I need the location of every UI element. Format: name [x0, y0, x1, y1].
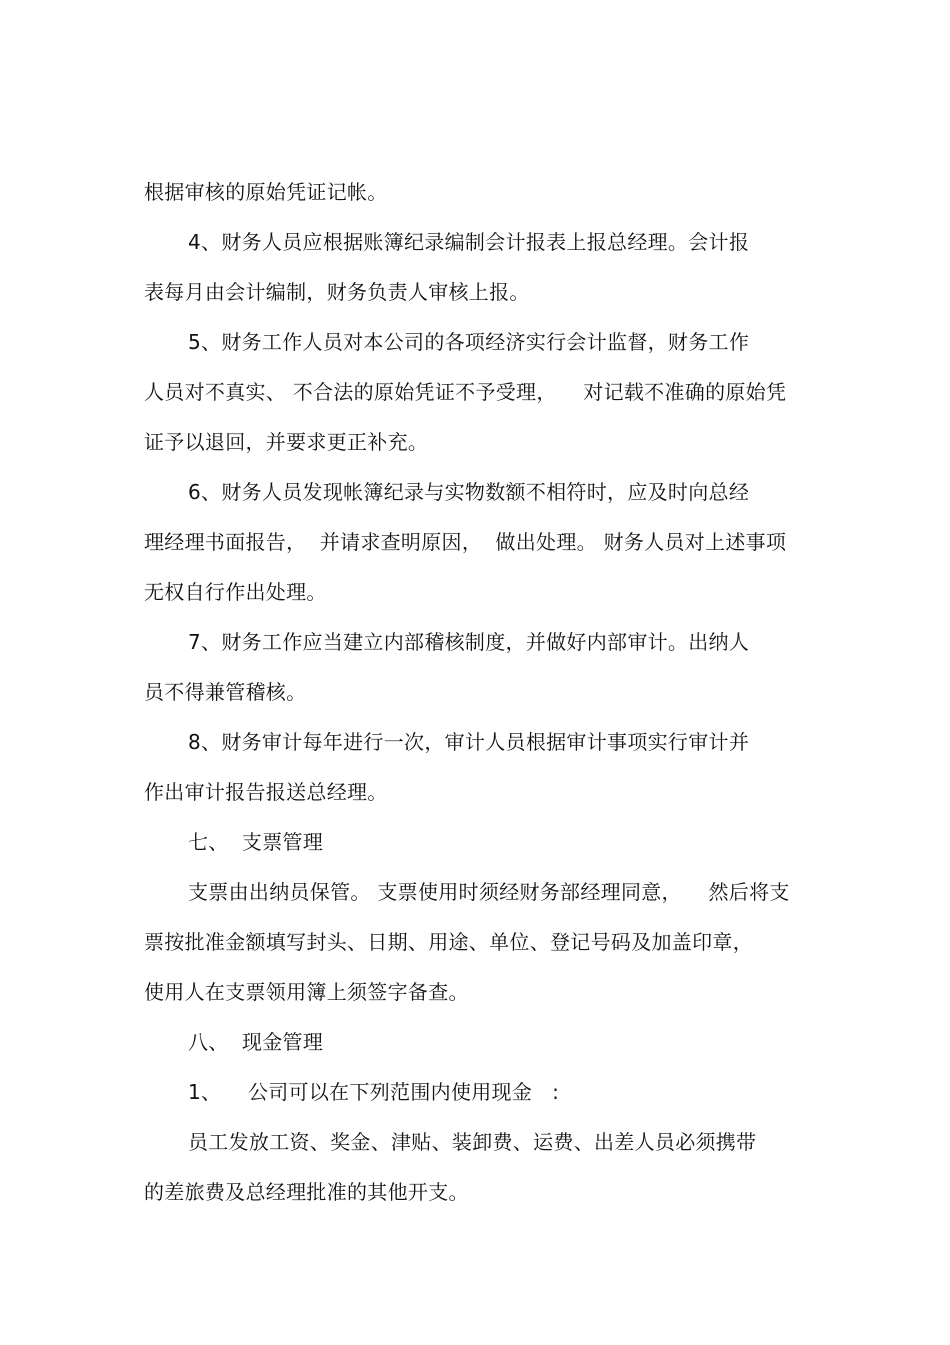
text-line: 员不得兼管稽核。	[144, 680, 307, 704]
text-line: 8、财务审计每年进行一次，审计人员根据审计事项实行审计并	[188, 730, 750, 754]
text-line: 5、财务工作人员对本公司的各项经济实行会计监督，财务工作	[188, 330, 750, 354]
text-line: 作出审计报告报送总经理。	[144, 780, 388, 804]
text-line: 7、财务工作应当建立内部稽核制度，并做好内部审计。出纳人	[188, 630, 750, 654]
text-line: 使用人在支票领用簿上须签字备查。	[144, 980, 469, 1004]
text-line: 支票由出纳员保管。 支票使用时须经财务部经理同意， 然后将支	[188, 880, 790, 904]
text-line: 表每月由会计编制，财务负责人审核上报。	[144, 280, 530, 304]
section-heading: 八、 现金管理	[188, 1030, 324, 1054]
text-line: 员工发放工资、奖金、津贴、装卸费、运费、出差人员必须携带	[188, 1130, 757, 1154]
text-line: 无权自行作出处理。	[144, 580, 327, 604]
text-line: 6、财务人员发现帐簿纪录与实物数额不相符时，应及时向总经	[188, 480, 750, 504]
section-heading: 七、 支票管理	[188, 830, 324, 854]
text-line: 1、 公司可以在下列范围内使用现金 :	[188, 1080, 560, 1104]
text-line: 根据审核的原始凭证记帐。	[144, 180, 388, 204]
text-line: 理经理书面报告， 并请求查明原因， 做出处理。 财务人员对上述事项	[144, 530, 787, 554]
text-line: 人员对不真实、 不合法的原始凭证不予受理， 对记载不准确的原始凭	[144, 380, 787, 404]
text-line: 的差旅费及总经理批准的其他开支。	[144, 1180, 469, 1204]
text-line: 票按批准金额填写封头、日期、用途、单位、登记号码及加盖印章，	[144, 930, 753, 954]
text-line: 4、财务人员应根据账簿纪录编制会计报表上报总经理。会计报	[188, 230, 750, 254]
text-line: 证予以退回，并要求更正补充。	[144, 430, 429, 454]
